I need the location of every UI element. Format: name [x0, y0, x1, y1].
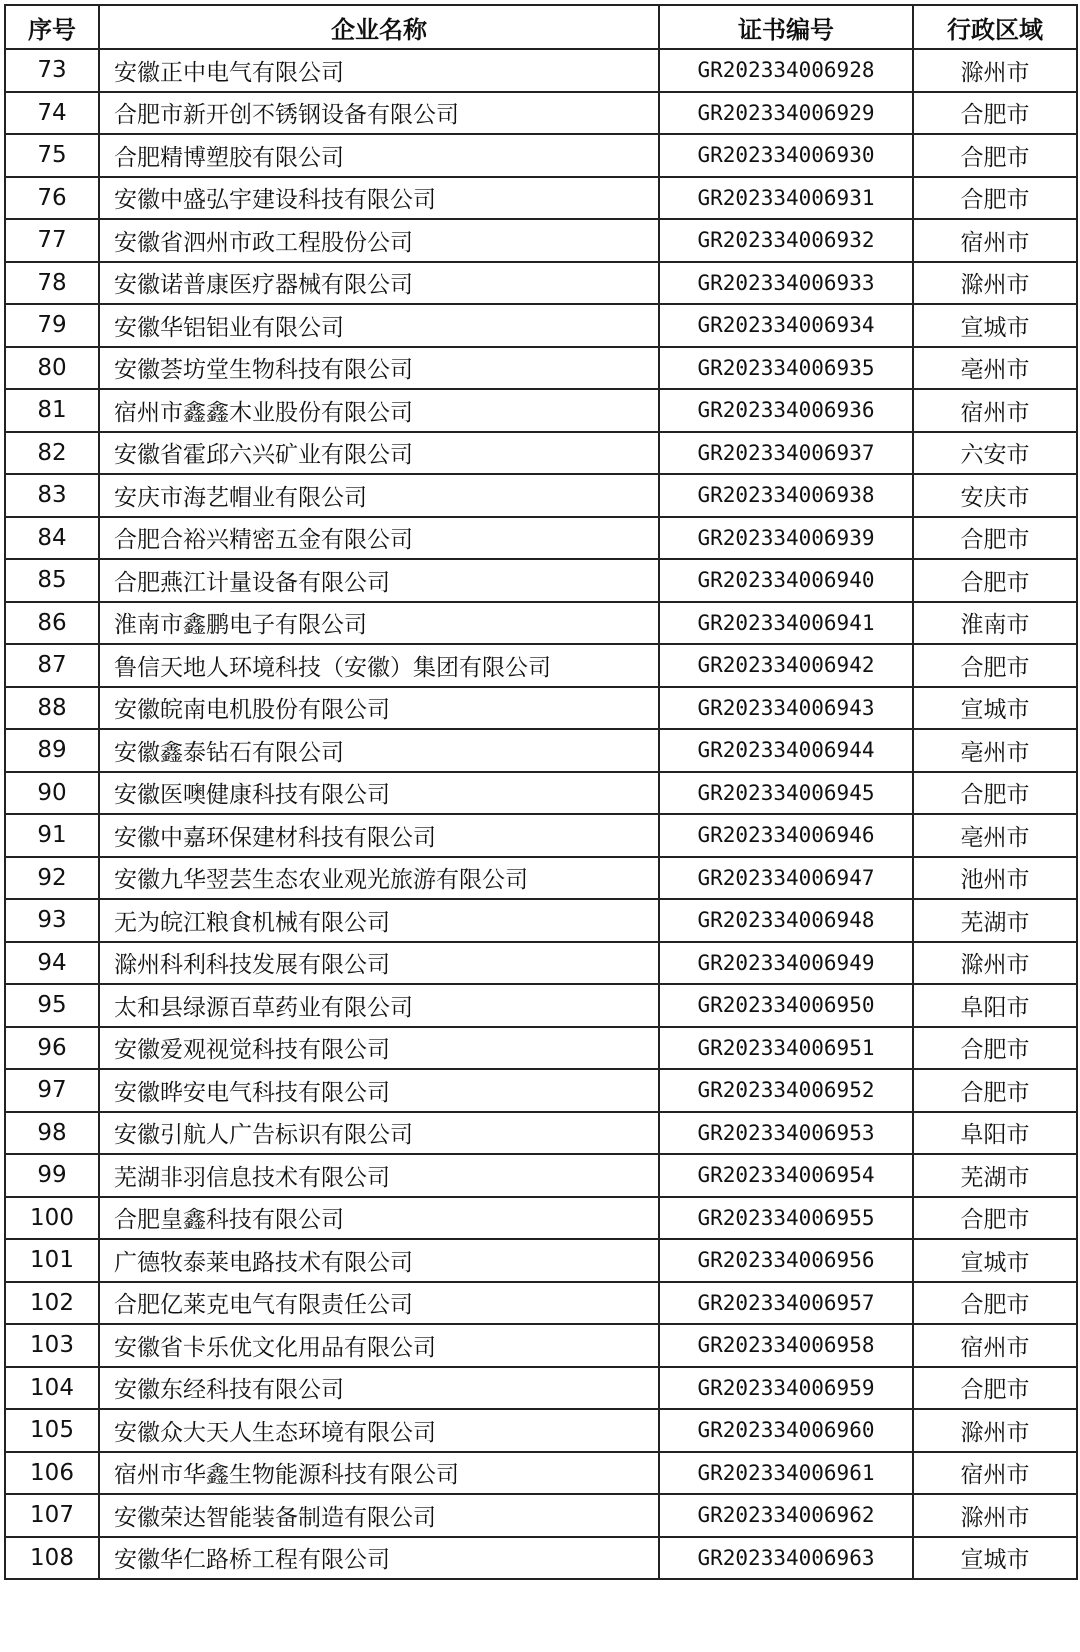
row-company-name: 广德牧泰莱电路技术有限公司 [99, 1239, 659, 1282]
row-index: 74 [5, 92, 99, 135]
row-certificate-number: GR202334006938 [659, 474, 913, 517]
row-company-name: 安徽中嘉环保建材科技有限公司 [99, 814, 659, 857]
row-company-name: 安徽华仁路桥工程有限公司 [99, 1537, 659, 1580]
row-index: 96 [5, 1027, 99, 1070]
row-region: 宿州市 [913, 389, 1077, 432]
row-certificate-number: GR202334006947 [659, 857, 913, 900]
table-row [5, 729, 1077, 772]
table-row [5, 49, 1077, 92]
table-row [5, 1112, 1077, 1155]
enterprise-table-container [4, 4, 1076, 1580]
row-company-name: 芜湖非羽信息技术有限公司 [99, 1154, 659, 1197]
row-index: 83 [5, 474, 99, 517]
table-row [5, 134, 1077, 177]
row-company-name: 安徽诺普康医疗器械有限公司 [99, 262, 659, 305]
row-index: 94 [5, 942, 99, 985]
row-certificate-number: GR202334006936 [659, 389, 913, 432]
row-company-name: 安徽晔安电气科技有限公司 [99, 1069, 659, 1112]
row-certificate-number: GR202334006959 [659, 1367, 913, 1410]
row-company-name: 合肥合裕兴精密五金有限公司 [99, 517, 659, 560]
row-company-name: 安徽九华翌芸生态农业观光旅游有限公司 [99, 857, 659, 900]
table-row [5, 1367, 1077, 1410]
row-certificate-number: GR202334006962 [659, 1494, 913, 1537]
row-company-name: 合肥市新开创不锈钢设备有限公司 [99, 92, 659, 135]
row-region: 合肥市 [913, 1027, 1077, 1070]
row-company-name: 安徽医噢健康科技有限公司 [99, 772, 659, 815]
table-row [5, 1409, 1077, 1452]
row-region: 淮南市 [913, 602, 1077, 645]
table-row [5, 559, 1077, 602]
table-row [5, 389, 1077, 432]
row-index: 85 [5, 559, 99, 602]
header-company: 企业名称 [99, 5, 659, 49]
row-region: 宣城市 [913, 1239, 1077, 1282]
row-certificate-number: GR202334006956 [659, 1239, 913, 1282]
row-company-name: 淮南市鑫鹏电子有限公司 [99, 602, 659, 645]
header-certificate: 证书编号 [659, 5, 913, 49]
row-index: 91 [5, 814, 99, 857]
row-index: 97 [5, 1069, 99, 1112]
row-certificate-number: GR202334006928 [659, 49, 913, 92]
table-row [5, 1027, 1077, 1070]
row-company-name: 无为皖江粮食机械有限公司 [99, 899, 659, 942]
row-company-name: 安庆市海艺帽业有限公司 [99, 474, 659, 517]
row-index: 87 [5, 644, 99, 687]
table-row [5, 1197, 1077, 1240]
row-certificate-number: GR202334006935 [659, 347, 913, 390]
row-region: 阜阳市 [913, 984, 1077, 1027]
row-region: 滁州市 [913, 49, 1077, 92]
row-certificate-number: GR202334006952 [659, 1069, 913, 1112]
row-company-name: 安徽华铝铝业有限公司 [99, 304, 659, 347]
row-certificate-number: GR202334006930 [659, 134, 913, 177]
row-region: 合肥市 [913, 177, 1077, 220]
row-company-name: 安徽众大天人生态环境有限公司 [99, 1409, 659, 1452]
row-company-name: 安徽省霍邱六兴矿业有限公司 [99, 432, 659, 475]
row-region: 合肥市 [913, 1069, 1077, 1112]
row-company-name: 合肥亿莱克电气有限责任公司 [99, 1282, 659, 1325]
row-region: 芜湖市 [913, 899, 1077, 942]
row-index: 75 [5, 134, 99, 177]
row-company-name: 太和县绿源百草药业有限公司 [99, 984, 659, 1027]
table-row [5, 517, 1077, 560]
row-index: 95 [5, 984, 99, 1027]
row-region: 宣城市 [913, 687, 1077, 730]
row-index: 88 [5, 687, 99, 730]
table-row [5, 899, 1077, 942]
table-row [5, 984, 1077, 1027]
row-certificate-number: GR202334006942 [659, 644, 913, 687]
table-row [5, 219, 1077, 262]
row-index: 76 [5, 177, 99, 220]
row-region: 宿州市 [913, 1324, 1077, 1367]
row-region: 芜湖市 [913, 1154, 1077, 1197]
table-row [5, 814, 1077, 857]
row-certificate-number: GR202334006948 [659, 899, 913, 942]
row-region: 滁州市 [913, 942, 1077, 985]
table-row [5, 262, 1077, 305]
row-certificate-number: GR202334006963 [659, 1537, 913, 1580]
header-row [5, 5, 1077, 49]
row-certificate-number: GR202334006949 [659, 942, 913, 985]
table-row [5, 347, 1077, 390]
row-company-name: 安徽爱观视觉科技有限公司 [99, 1027, 659, 1070]
row-index: 100 [5, 1197, 99, 1240]
row-index: 84 [5, 517, 99, 560]
row-index: 86 [5, 602, 99, 645]
table-row [5, 432, 1077, 475]
row-index: 108 [5, 1537, 99, 1580]
row-company-name: 安徽荣达智能装备制造有限公司 [99, 1494, 659, 1537]
row-region: 滁州市 [913, 1409, 1077, 1452]
row-company-name: 安徽正中电气有限公司 [99, 49, 659, 92]
row-region: 合肥市 [913, 517, 1077, 560]
row-company-name: 安徽中盛弘宇建设科技有限公司 [99, 177, 659, 220]
row-certificate-number: GR202334006944 [659, 729, 913, 772]
row-certificate-number: GR202334006958 [659, 1324, 913, 1367]
row-region: 合肥市 [913, 772, 1077, 815]
table-body [5, 49, 1077, 1579]
table-row [5, 857, 1077, 900]
row-company-name: 宿州市鑫鑫木业股份有限公司 [99, 389, 659, 432]
row-company-name: 合肥皇鑫科技有限公司 [99, 1197, 659, 1240]
row-certificate-number: GR202334006953 [659, 1112, 913, 1155]
table-row [5, 1324, 1077, 1367]
row-certificate-number: GR202334006957 [659, 1282, 913, 1325]
header-index: 序号 [5, 5, 99, 49]
row-index: 107 [5, 1494, 99, 1537]
table-row [5, 1537, 1077, 1580]
row-company-name: 滁州科利科技发展有限公司 [99, 942, 659, 985]
row-region: 阜阳市 [913, 1112, 1077, 1155]
row-company-name: 安徽省泗州市政工程股份公司 [99, 219, 659, 262]
row-index: 81 [5, 389, 99, 432]
table-row [5, 1069, 1077, 1112]
row-company-name: 安徽皖南电机股份有限公司 [99, 687, 659, 730]
row-certificate-number: GR202334006960 [659, 1409, 913, 1452]
row-company-name: 合肥精博塑胶有限公司 [99, 134, 659, 177]
table-row [5, 1282, 1077, 1325]
row-index: 101 [5, 1239, 99, 1282]
table-row [5, 1154, 1077, 1197]
row-region: 亳州市 [913, 729, 1077, 772]
table-row [5, 1239, 1077, 1282]
row-index: 93 [5, 899, 99, 942]
row-certificate-number: GR202334006932 [659, 219, 913, 262]
table-row [5, 687, 1077, 730]
row-company-name: 安徽引航人广告标识有限公司 [99, 1112, 659, 1155]
row-index: 105 [5, 1409, 99, 1452]
enterprise-table [4, 4, 1078, 1580]
row-region: 宣城市 [913, 304, 1077, 347]
row-company-name: 安徽省卡乐优文化用品有限公司 [99, 1324, 659, 1367]
row-certificate-number: GR202334006954 [659, 1154, 913, 1197]
table-row [5, 602, 1077, 645]
row-certificate-number: GR202334006955 [659, 1197, 913, 1240]
table-row [5, 772, 1077, 815]
row-region: 合肥市 [913, 559, 1077, 602]
row-index: 99 [5, 1154, 99, 1197]
row-certificate-number: GR202334006940 [659, 559, 913, 602]
row-index: 103 [5, 1324, 99, 1367]
row-index: 80 [5, 347, 99, 390]
row-index: 90 [5, 772, 99, 815]
row-region: 宣城市 [913, 1537, 1077, 1580]
row-region: 合肥市 [913, 1197, 1077, 1240]
row-region: 宿州市 [913, 219, 1077, 262]
header-region: 行政区域 [913, 5, 1077, 49]
row-index: 104 [5, 1367, 99, 1410]
table-row [5, 1494, 1077, 1537]
row-certificate-number: GR202334006931 [659, 177, 913, 220]
row-certificate-number: GR202334006937 [659, 432, 913, 475]
row-region: 合肥市 [913, 1367, 1077, 1410]
row-region: 宿州市 [913, 1452, 1077, 1495]
row-certificate-number: GR202334006939 [659, 517, 913, 560]
row-certificate-number: GR202334006961 [659, 1452, 913, 1495]
table-row [5, 177, 1077, 220]
table-row [5, 942, 1077, 985]
row-company-name: 安徽鑫泰钻石有限公司 [99, 729, 659, 772]
row-region: 合肥市 [913, 92, 1077, 135]
row-index: 78 [5, 262, 99, 305]
row-company-name: 安徽东经科技有限公司 [99, 1367, 659, 1410]
row-region: 亳州市 [913, 347, 1077, 390]
row-index: 102 [5, 1282, 99, 1325]
table-header [5, 5, 1077, 49]
row-region: 安庆市 [913, 474, 1077, 517]
row-index: 98 [5, 1112, 99, 1155]
table-row [5, 644, 1077, 687]
table-row [5, 304, 1077, 347]
row-index: 77 [5, 219, 99, 262]
row-region: 池州市 [913, 857, 1077, 900]
row-region: 滁州市 [913, 262, 1077, 305]
row-region: 合肥市 [913, 1282, 1077, 1325]
row-certificate-number: GR202334006950 [659, 984, 913, 1027]
row-company-name: 安徽荟坊堂生物科技有限公司 [99, 347, 659, 390]
table-row [5, 1452, 1077, 1495]
row-index: 92 [5, 857, 99, 900]
row-company-name: 鲁信天地人环境科技（安徽）集团有限公司 [99, 644, 659, 687]
row-index: 89 [5, 729, 99, 772]
row-region: 六安市 [913, 432, 1077, 475]
row-region: 合肥市 [913, 644, 1077, 687]
row-certificate-number: GR202334006945 [659, 772, 913, 815]
row-certificate-number: GR202334006929 [659, 92, 913, 135]
row-index: 79 [5, 304, 99, 347]
row-certificate-number: GR202334006941 [659, 602, 913, 645]
row-certificate-number: GR202334006934 [659, 304, 913, 347]
row-certificate-number: GR202334006933 [659, 262, 913, 305]
row-region: 合肥市 [913, 134, 1077, 177]
row-certificate-number: GR202334006946 [659, 814, 913, 857]
row-index: 106 [5, 1452, 99, 1495]
row-region: 亳州市 [913, 814, 1077, 857]
row-region: 滁州市 [913, 1494, 1077, 1537]
row-index: 73 [5, 49, 99, 92]
row-certificate-number: GR202334006951 [659, 1027, 913, 1070]
row-index: 82 [5, 432, 99, 475]
row-company-name: 宿州市华鑫生物能源科技有限公司 [99, 1452, 659, 1495]
table-row [5, 474, 1077, 517]
row-company-name: 合肥燕江计量设备有限公司 [99, 559, 659, 602]
row-certificate-number: GR202334006943 [659, 687, 913, 730]
table-row [5, 92, 1077, 135]
